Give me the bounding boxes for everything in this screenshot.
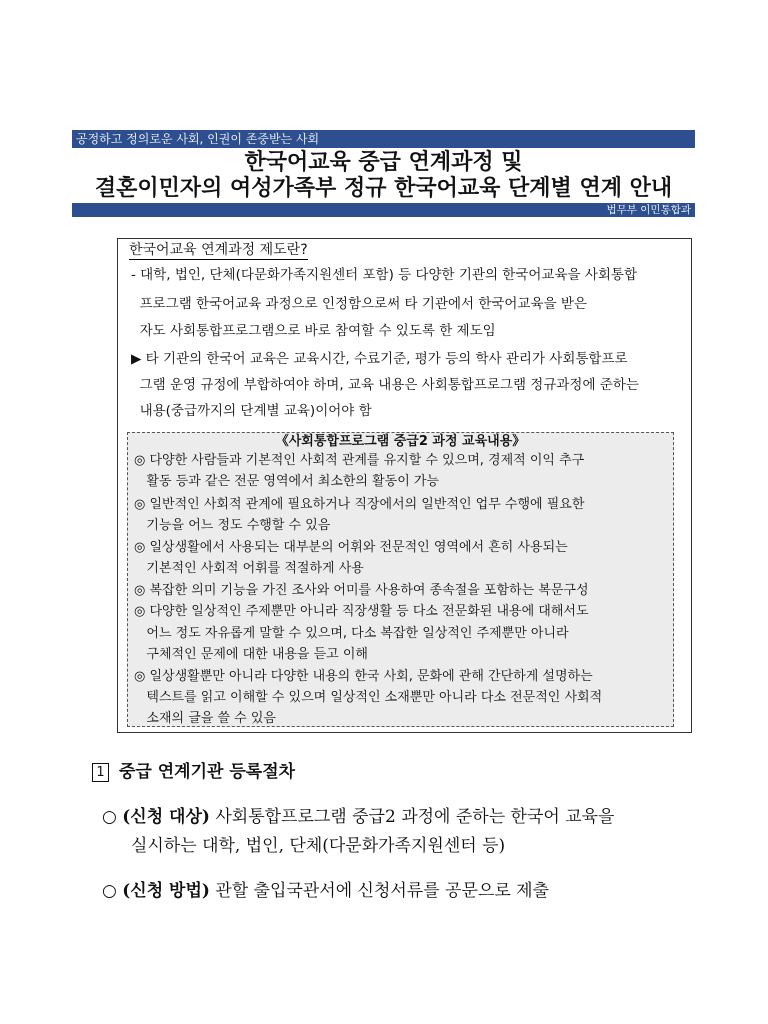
curriculum-line: ◎ 다양한 일상적인 주제뿐만 아니라 직장생활 등 다소 전문화된 내용에 대해서도 (134, 604, 589, 619)
slogan-text: 공정하고 정의로운 사회, 인권이 존중받는 사회 (76, 132, 320, 146)
info-line: 그램 운영 규정에 부합하여야 하며, 교육 내용은 사회통합프로그램 정규과정에 준하는 (131, 377, 639, 393)
curriculum-line: ◎ 다양한 사람들과 기본적인 사회적 관계를 유지할 수 있으며, 경제적 이익 추구 (134, 453, 585, 468)
curriculum-line: 어느 정도 자유롭게 말할 수 있으며, 다소 복잡한 일상적인 주제뿐만 아니라 (134, 626, 569, 641)
curriculum-title: 《사회통합프로그램 중급2 과정 교육내용》 (275, 434, 526, 449)
list-item (102, 805, 614, 829)
curriculum-line: 기능을 어느 정도 수행할 수 있음 (134, 518, 331, 533)
section-number: 1 (92, 763, 109, 782)
curriculum-line: 활동 등과 같은 전문 영역에서 최소한의 활동이 가능 (134, 474, 440, 489)
info-line: ▶ 타 기관의 한국어 교육은 교육시간, 수료기준, 평가 등의 학사 관리가 사회통합프로 (131, 351, 628, 367)
page-title-line2: 결혼이민자의 여성가족부 정규 한국어교육 단계별 연계 안내 (94, 176, 673, 201)
section-title: 중급 연계기관 등록절차 (119, 762, 296, 782)
department-bar (72, 203, 695, 217)
section-heading (92, 761, 295, 783)
info-box-heading: 한국어교육 연계과정 제도란? (129, 242, 308, 258)
bullet-icon: ○ (102, 807, 117, 827)
curriculum-line: 기본적인 사회적 어휘를 적절하게 사용 (134, 561, 364, 576)
list-item (102, 879, 549, 903)
list-item-continuation: 실시하는 대학, 법인, 단체(다문화가족지원센터 등) (131, 836, 506, 856)
info-line: 자도 사회통합프로그램으로 바로 참여할 수 있도록 한 제도임 (131, 323, 496, 339)
curriculum-line: ◎ 복잡한 의미 기능을 가진 조사와 어미를 사용하여 종속절을 포함하는 복문구성 (134, 583, 589, 598)
info-line: - 대학, 법인, 단체(다문화가족지원센터 포함) 등 다양한 기관의 한국어교육을 사회통합 (131, 267, 638, 283)
curriculum-line: 구체적인 문제에 대한 내용을 듣고 이해 (134, 647, 368, 662)
curriculum-line: ◎ 일상생활에서 사용되는 대부분의 어휘와 전문적인 영역에서 흔히 사용되는 (134, 540, 568, 555)
slogan-bar (72, 130, 695, 148)
curriculum-line: ◎ 일반적인 사회적 관계에 필요하거나 직장에서의 일반적인 업무 수행에 필요한 (134, 497, 585, 512)
item-text: 사회통합프로그램 중급2 과정에 준하는 한국어 교육을 (209, 807, 615, 827)
bullet-icon: ○ (102, 881, 117, 901)
item-text: 관할 출입국관서에 신청서류를 공문으로 제출 (209, 881, 549, 901)
item-label: (신청 방법) (122, 881, 210, 901)
info-line: 내용(중급까지의 단계별 교육)이어야 함 (131, 403, 372, 419)
curriculum-line: 텍스트를 읽고 이해할 수 있으며 일상적인 소재뿐만 아니라 다소 전문적인 사회적 (134, 690, 603, 705)
info-line: 프로그램 한국어교육 과정으로 인정함으로써 타 기관에서 한국어교육을 받은 (131, 296, 587, 312)
curriculum-line: ◎ 일상생활뿐만 아니라 다양한 내용의 한국 사회, 문화에 관해 간단하게 설명하는 (134, 669, 593, 684)
curriculum-line: 소재의 글을 쓸 수 있음 (134, 711, 276, 726)
page-title-line1: 한국어교육 중급 연계과정 및 (244, 150, 523, 175)
item-label: (신청 대상) (122, 807, 210, 827)
department-text: 법무부 이민통합과 (606, 204, 691, 216)
